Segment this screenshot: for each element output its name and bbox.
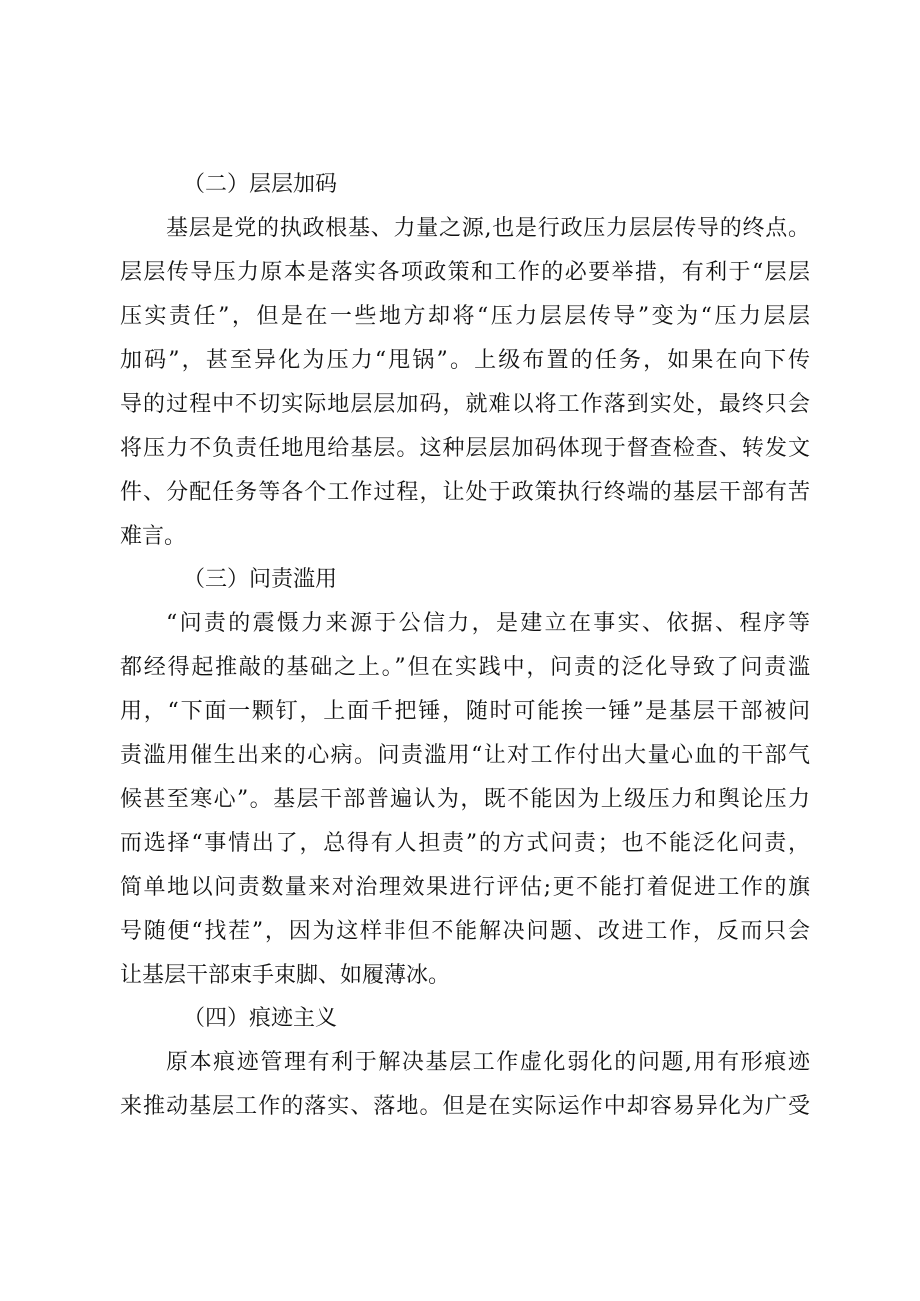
paragraph-line: 而选择“事情出了，总得有人担责”的方式问责；也不能泛化问责， — [120, 831, 810, 856]
paragraph-line: 号随便“找茬”，因为这样非但不能解决问题、改进工作，反而只会 — [120, 919, 810, 944]
paragraph-line: 让基层干部束手束脚、如履薄冰。 — [120, 963, 451, 988]
paragraph-line: 原本痕迹管理有利于解决基层工作虚化弱化的问题,用有形痕迹 — [166, 1050, 810, 1075]
paragraph-line: 用，“下面一颗钉，上面千把锤，随时可能挨一锤”是基层干部被问 — [120, 699, 810, 724]
paragraph-line: 导的过程中不切实际地层层加码，就难以将工作落到实处，最终只会 — [120, 392, 810, 417]
paragraph-line: “问责的震慑力来源于公信力，是建立在事实、依据、程序等 — [166, 611, 810, 636]
section-heading-2: （二）层层加码 — [183, 172, 338, 197]
paragraph-line: 都经得起推敲的基础之上。”但在实践中，问责的泛化导致了问责滥 — [120, 655, 810, 680]
paragraph-line: 层层传导压力原本是落实各项政策和工作的必要举措，有利于“层层 — [120, 260, 810, 285]
paragraph-line: 责滥用催生出来的心病。问责滥用“让对工作付出大量心血的干部气 — [120, 743, 810, 768]
paragraph-line: 件、分配任务等各个工作过程，让处于政策执行终端的基层干部有苦 — [120, 480, 810, 505]
paragraph-line: 基层是党的执政根基、力量之源,也是行政压力层层传导的终点。 — [166, 216, 810, 241]
paragraph-line: 候甚至寒心”。基层干部普遍认为，既不能因为上级压力和舆论压力 — [120, 787, 810, 812]
paragraph-line: 压实责任”，但是在一些地方却将“压力层层传导”变为“压力层层 — [120, 304, 810, 329]
paragraph-line: 难言。 — [120, 524, 187, 549]
section-heading-4: （四）痕迹主义 — [183, 1006, 338, 1031]
paragraph-line: 来推动基层工作的落实、落地。但是在实际运作中却容易异化为广受 — [120, 1094, 810, 1119]
paragraph-line: 加码”，甚至异化为压力“甩锅”。上级布置的任务，如果在向下传 — [120, 348, 810, 373]
paragraph-line: 将压力不负责任地甩给基层。这种层层加码体现于督查检查、转发文 — [120, 436, 810, 461]
section-heading-3: （三）问责滥用 — [183, 567, 338, 592]
paragraph-line: 简单地以问责数量来对治理效果进行评估;更不能打着促进工作的旗 — [120, 875, 810, 900]
